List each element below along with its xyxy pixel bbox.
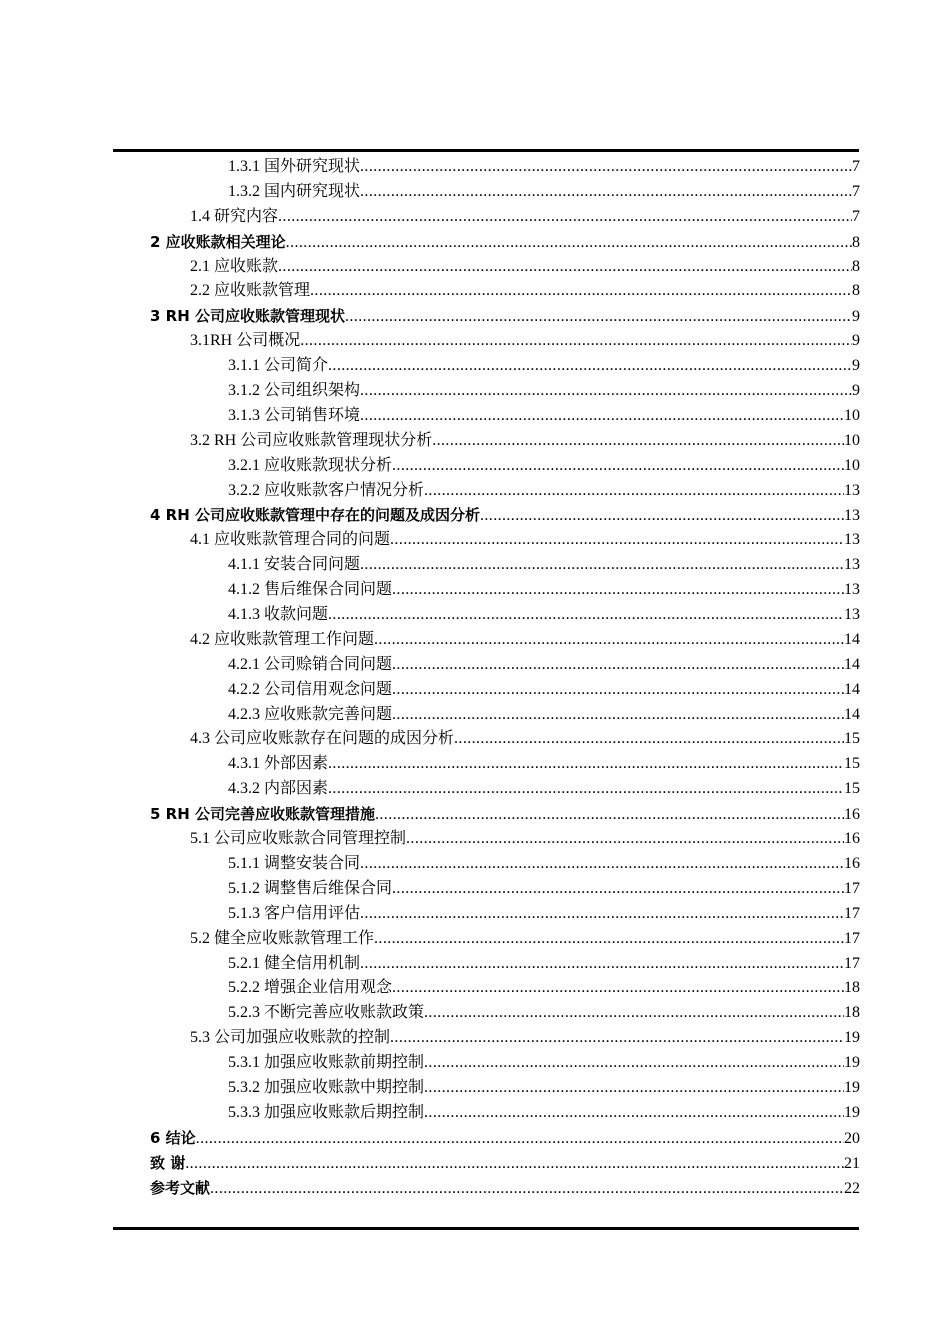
toc-entry[interactable] [150,553,860,578]
toc-dot-leader [360,952,844,977]
toc-dot-leader [360,180,852,205]
toc-entry-page-number: 19 [844,1103,860,1121]
toc-dot-leader [300,329,852,354]
toc-entry[interactable] [150,1176,860,1201]
toc-entry-page-number: 7 [852,182,860,200]
toc-dot-leader [392,703,844,728]
toc-entry-title: 4.2 应收账款管理工作问题 [190,630,375,648]
toc-entry-page-number: 19 [844,1029,860,1047]
toc-entry[interactable] [150,902,860,927]
toc-entry[interactable] [150,777,860,802]
toc-dot-leader [390,1026,844,1051]
footer-rule [113,1227,859,1230]
toc-entry-title: 5.2.1 健全信用机制 [228,954,361,972]
toc-entry[interactable] [150,329,860,354]
toc-dot-leader [392,678,844,703]
toc-entry[interactable] [150,752,860,777]
toc-entry[interactable] [150,429,860,454]
toc-entry[interactable] [150,603,860,628]
toc-entry-title: 5 RH 公司完善应收账款管理措施 [150,805,375,824]
toc-entry[interactable] [150,255,860,280]
toc-entry-title: 4.3.1 外部因素 [228,755,329,773]
toc-dot-leader [392,653,844,678]
toc-entry-page-number: 17 [844,904,860,922]
toc-entry-title: 5.1.1 调整安装合同 [228,854,361,872]
toc-entry-page-number: 13 [844,531,860,549]
toc-entry-page-number: 10 [844,406,860,424]
toc-entry-page-number: 14 [844,705,860,723]
toc-entry[interactable] [150,1076,860,1101]
toc-entry-page-number: 9 [852,308,860,326]
toc-entry-page-number: 10 [844,431,860,449]
toc-entry[interactable] [150,404,860,429]
toc-dot-leader [392,877,844,902]
toc-dot-leader [392,454,844,479]
toc-entry-page-number: 16 [844,806,860,824]
toc-entry[interactable] [150,877,860,902]
toc-entry-title: 5.2 健全应收账款管理工作 [190,929,375,947]
toc-entry-page-number: 18 [844,1004,860,1022]
toc-entry-page-number: 9 [852,382,860,400]
toc-entry[interactable] [150,1101,860,1126]
toc-entry[interactable] [150,1026,860,1051]
toc-dot-leader [375,803,844,828]
toc-entry[interactable] [150,727,860,752]
toc-dot-leader [278,205,852,230]
toc-dot-leader [392,976,844,1001]
toc-entry-page-number: 13 [844,481,860,499]
table-of-contents [150,155,860,1200]
toc-entry-page-number: 22 [844,1179,860,1197]
toc-entry[interactable] [150,528,860,553]
toc-entry-title: 3.1.3 公司销售环境 [228,406,361,424]
toc-dot-leader [424,1001,844,1026]
toc-dot-leader [196,1127,844,1152]
toc-entry-title: 4.3.2 内部因素 [228,780,329,798]
toc-dot-leader [328,752,844,777]
toc-entry-page-number: 8 [852,233,860,251]
toc-entry-title: 4.1 应收账款管理合同的问题 [190,531,391,549]
toc-entry-page-number: 13 [844,507,860,525]
toc-entry-title: 5.1 公司应收账款合同管理控制 [190,830,407,848]
toc-entry-title: 3.2 RH 公司应收账款管理现状分析 [190,431,433,449]
toc-entry[interactable] [150,205,860,230]
toc-entry[interactable] [150,1001,860,1026]
toc-entry-title: 1.3.2 国内研究现状 [228,182,361,200]
toc-dot-leader [480,504,844,529]
toc-entry-page-number: 17 [844,954,860,972]
toc-entry-page-number: 18 [844,979,860,997]
toc-entry-title: 4.1.1 安装合同问题 [228,556,361,574]
toc-dot-leader [424,1076,844,1101]
toc-entry-title: 致 谢 [150,1153,186,1172]
toc-dot-leader [328,354,852,379]
toc-entry[interactable] [150,279,860,304]
toc-dot-leader [424,479,844,504]
toc-entry[interactable] [150,479,860,504]
toc-entry[interactable] [150,703,860,728]
toc-entry-title: 3 RH 公司应收账款管理现状 [150,307,345,326]
toc-entry-title: 3.1.1 公司简介 [228,357,329,375]
toc-entry-page-number: 17 [844,879,860,897]
toc-dot-leader [360,902,844,927]
toc-entry[interactable] [150,827,860,852]
toc-entry-page-number: 7 [852,158,860,175]
toc-entry-page-number: 20 [844,1129,860,1147]
toc-entry-title: 5.3.1 加强应收账款前期控制 [228,1054,425,1072]
toc-dot-leader [392,578,844,603]
toc-entry-page-number: 13 [844,581,860,599]
toc-entry-page-number: 14 [844,630,860,648]
toc-dot-leader [360,553,844,578]
toc-dot-leader [310,279,852,304]
toc-entry-page-number: 9 [852,357,860,375]
toc-entry-title: 4.1.3 收款问题 [228,606,329,624]
toc-entry-page-number: 15 [844,755,860,773]
toc-entry[interactable] [150,578,860,603]
toc-entry[interactable] [150,454,860,479]
toc-entry-title: 1.4 研究内容 [190,207,279,225]
toc-entry-title: 5.1.3 客户信用评估 [228,904,361,922]
toc-entry-page-number: 15 [844,730,860,748]
toc-dot-leader [210,1177,844,1202]
toc-entry[interactable] [150,354,860,379]
toc-entry-title: 5.1.2 调整售后维保合同 [228,879,393,897]
toc-entry-title: 5.3 公司加强应收账款的控制 [190,1029,391,1047]
toc-entry-title: 3.1.2 公司组织架构 [228,382,361,400]
toc-entry-title: 4.2.2 公司信用观念问题 [228,680,393,698]
toc-entry-page-number: 14 [844,655,860,673]
toc-dot-leader [454,727,844,752]
toc-entry[interactable] [150,304,860,329]
toc-dot-leader [345,305,852,330]
toc-entry[interactable] [150,155,860,180]
toc-entry[interactable] [150,852,860,877]
toc-entry-title: 4.2.3 应收账款完善问题 [228,705,393,723]
toc-entry[interactable] [150,628,860,653]
toc-entry-title: 4.3 公司应收账款存在问题的成因分析 [190,730,455,748]
toc-entry[interactable] [150,1051,860,1076]
toc-dot-leader [424,1101,844,1126]
toc-dot-leader [286,231,852,256]
toc-entry-title: 6 结论 [150,1128,196,1147]
toc-entry-title: 3.1RH 公司概况 [190,332,301,350]
toc-entry-page-number: 14 [844,680,860,698]
toc-entry[interactable] [150,180,860,205]
toc-entry[interactable] [150,653,860,678]
toc-entry[interactable] [150,379,860,404]
toc-entry-page-number: 7 [852,207,860,225]
toc-entry-title: 2.2 应收账款管理 [190,282,311,300]
toc-entry-title: 2.1 应收账款 [190,257,279,275]
toc-entry-page-number: 16 [844,854,860,872]
toc-entry-page-number: 8 [852,282,860,300]
toc-entry[interactable] [150,927,860,952]
toc-entry-title: 5.2.3 不断完善应收账款政策 [228,1004,425,1022]
toc-entry-page-number: 21 [844,1154,860,1172]
toc-entry-page-number: 13 [844,556,860,574]
toc-entry-title: 参考文献 [150,1178,211,1197]
toc-dot-leader [374,628,844,653]
toc-entry-page-number: 10 [844,456,860,474]
toc-entry-page-number: 15 [844,780,860,798]
toc-entry-page-number: 19 [844,1054,860,1072]
toc-entry-title: 3.2.1 应收账款现状分析 [228,456,393,474]
toc-entry-title: 4.2.1 公司赊销合同问题 [228,655,393,673]
toc-entry[interactable] [150,503,860,528]
toc-entry-title: 1.3.1 国外研究现状 [228,158,361,175]
toc-dot-leader [432,429,844,454]
header-rule [113,149,859,152]
toc-dot-leader [424,1051,844,1076]
toc-entry-page-number: 17 [844,929,860,947]
toc-dot-leader [390,528,844,553]
toc-entry-title: 2 应收账款相关理论 [150,232,286,251]
toc-dot-leader [328,777,844,802]
toc-entry-page-number: 8 [852,257,860,275]
toc-dot-leader [374,927,844,952]
toc-dot-leader [278,255,852,280]
toc-entry[interactable] [150,1126,860,1151]
toc-dot-leader [360,404,844,429]
toc-entry[interactable] [150,976,860,1001]
toc-dot-leader [185,1152,844,1177]
toc-entry[interactable] [150,802,860,827]
toc-entry-title: 5.2.2 增强企业信用观念 [228,979,393,997]
toc-entry-title: 3.2.2 应收账款客户情况分析 [228,481,425,499]
toc-entry-page-number: 9 [852,332,860,350]
toc-entry[interactable] [150,1151,860,1176]
toc-dot-leader [406,827,844,852]
toc-dot-leader [360,852,844,877]
toc-entry[interactable] [150,678,860,703]
toc-dot-leader [360,379,852,404]
toc-dot-leader [328,603,844,628]
toc-dot-leader [360,155,852,180]
toc-entry-title: 5.3.2 加强应收账款中期控制 [228,1078,425,1096]
toc-entry-title: 5.3.3 加强应收账款后期控制 [228,1103,425,1121]
toc-entry[interactable] [150,952,860,977]
toc-entry-title: 4.1.2 售后维保合同问题 [228,581,393,599]
toc-entry-title: 4 RH 公司应收账款管理中存在的问题及成因分析 [150,506,480,525]
toc-entry[interactable] [150,230,860,255]
toc-entry-page-number: 16 [844,830,860,848]
toc-entry-page-number: 13 [844,606,860,624]
toc-entry-page-number: 19 [844,1078,860,1096]
